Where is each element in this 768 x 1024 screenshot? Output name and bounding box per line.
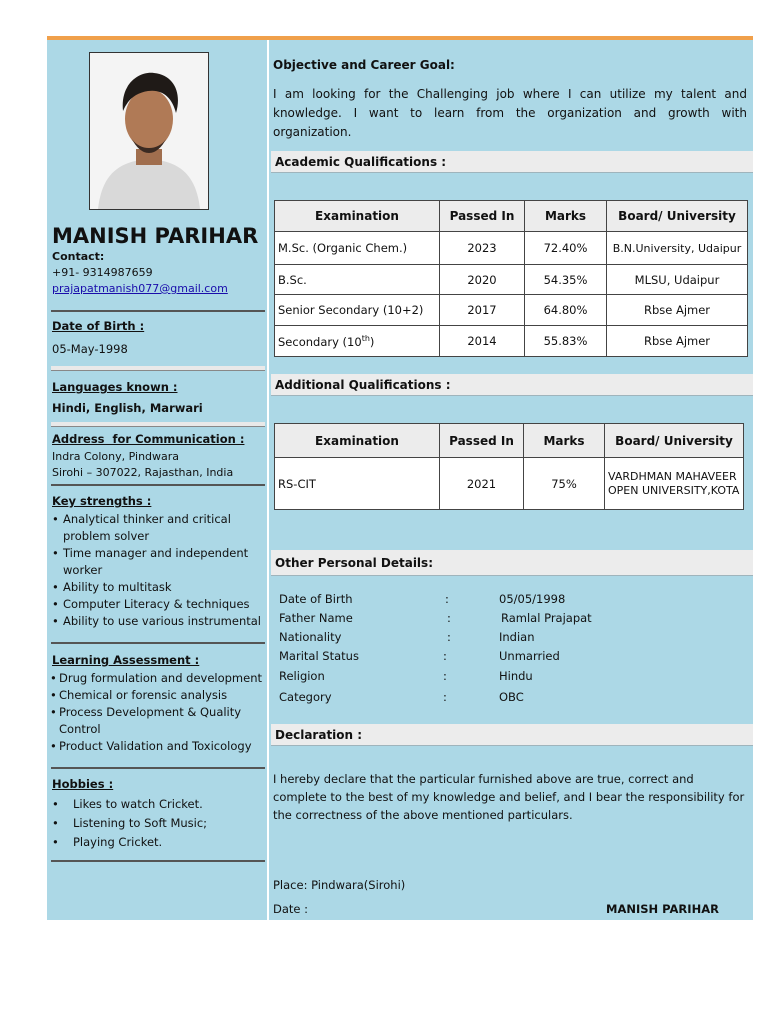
table-cell: 2021 <box>440 458 524 510</box>
list-item: • Product Validation and Toxicology <box>49 738 267 755</box>
table-row <box>275 265 748 295</box>
detail-label: Category <box>279 690 332 704</box>
list-item: • Ability to use various instrumental <box>51 613 263 630</box>
detail-value: OBC <box>499 690 524 704</box>
profile-photo <box>89 52 209 210</box>
address-line-2: Sirohi – 307022, Rajasthan, India <box>52 466 234 479</box>
table-cell <box>275 326 440 357</box>
academic-heading: Academic Qualifications : <box>271 151 753 173</box>
left-column <box>47 40 267 920</box>
languages-label: Languages known : <box>52 380 178 394</box>
table-cell: 54.35% <box>525 265 607 295</box>
table-cell: Senior Secondary (10+2) <box>275 295 440 326</box>
additional-heading: Additional Qualifications : <box>271 374 753 396</box>
detail-sep: : <box>445 592 449 606</box>
additional-table <box>274 423 744 510</box>
table-cell: B.Sc. <box>275 265 440 295</box>
divider-rule <box>51 860 265 862</box>
table-header: Examination <box>275 424 440 458</box>
detail-label: Religion <box>279 669 325 683</box>
declaration-text: I hereby declare that the particular furnished above are true, correct and complete to the best of my knowledge and belief, and I bear the responsibility for the correctness of the above mentioned particulars. <box>273 772 745 822</box>
table-cell: M.Sc. (Organic Chem.) <box>275 232 440 265</box>
list-item: • Analytical thinker and critical problem solver <box>51 511 263 545</box>
signature-name: MANISH PARIHAR <box>606 902 719 916</box>
table-cell: MLSU, Udaipur <box>607 265 748 295</box>
dob-value: 05-May-1998 <box>52 342 128 356</box>
table-cell: 75% <box>524 458 605 510</box>
table-header: Board/ University <box>607 201 748 232</box>
detail-value: Indian <box>499 630 535 644</box>
personal-heading: Other Personal Details: <box>271 550 753 576</box>
table-header: Marks <box>525 201 607 232</box>
hobbies-list <box>51 795 263 852</box>
detail-sep: : <box>443 669 447 683</box>
date-line: Date : <box>273 902 309 916</box>
list-item: • Chemical or forensic analysis <box>49 687 267 704</box>
detail-value: Unmarried <box>499 649 560 663</box>
table-cell: 2017 <box>440 295 525 326</box>
table-header: Passed In <box>440 201 525 232</box>
strengths-label: Key strengths : <box>52 494 152 508</box>
table-cell: 55.83% <box>525 326 607 357</box>
declaration-heading: Declaration : <box>271 724 753 746</box>
dob-label: Date of Birth : <box>52 319 145 333</box>
objective-text: I am looking for the Challenging job where I can utilize my talent and knowledge. I want to learn from the organization and growth with organization. <box>273 87 747 139</box>
exam-name: Secondary (10 <box>278 334 362 349</box>
table-cell: 2020 <box>440 265 525 295</box>
address-line-1: Indra Colony, Pindwara <box>52 450 180 463</box>
academic-table <box>274 200 748 357</box>
table-row <box>275 295 748 326</box>
email-link[interactable]: prajapatmanish077@gmail.com <box>52 282 228 295</box>
detail-sep: : <box>447 630 451 644</box>
table-header: Marks <box>524 424 605 458</box>
address-label: Address for Communication : <box>52 432 245 446</box>
list-item: • Process Development & Quality Control <box>49 704 267 738</box>
list-item: • Time manager and independent worker <box>51 545 263 579</box>
detail-value: Hindu <box>499 669 533 683</box>
table-cell: B.N.University, Udaipur <box>607 232 748 265</box>
learning-label: Learning Assessment : <box>52 653 200 667</box>
detail-label: Date of Birth <box>279 592 353 606</box>
list-item: • Ability to multitask <box>51 579 263 596</box>
table-row <box>275 232 748 265</box>
detail-sep: : <box>443 649 447 663</box>
list-item: • Playing Cricket. <box>51 833 263 852</box>
list-item: • Drug formulation and development <box>49 670 267 687</box>
table-row <box>275 458 744 510</box>
list-item: • Computer Literacy & techniques <box>51 596 263 613</box>
divider-rule <box>51 767 265 769</box>
table-row <box>275 326 748 357</box>
languages-value: Hindi, English, Marwari <box>52 401 203 415</box>
phone-number: +91- 9314987659 <box>52 266 153 279</box>
table-cell: 64.80% <box>525 295 607 326</box>
table-cell: Rbse Ajmer <box>607 295 748 326</box>
learning-list <box>49 670 267 755</box>
table-cell: 2023 <box>440 232 525 265</box>
resume-page <box>47 36 753 920</box>
detail-label: Nationality <box>279 630 342 644</box>
contact-label: Contact: <box>52 250 105 263</box>
table-cell: 2014 <box>440 326 525 357</box>
hobbies-label: Hobbies : <box>52 777 114 791</box>
objective-heading: Objective and Career Goal: <box>273 58 455 72</box>
divider-rule <box>51 642 265 644</box>
place-line: Place: Pindwara(Sirohi) <box>273 878 406 892</box>
detail-sep: : <box>443 690 447 704</box>
paren-close: ) <box>369 334 375 349</box>
table-cell: RS-CIT <box>275 458 440 510</box>
list-item: • Listening to Soft Music; <box>51 814 263 833</box>
detail-sep: : <box>447 611 451 625</box>
table-header: Examination <box>275 201 440 232</box>
divider-rule <box>51 422 265 427</box>
detail-label: Father Name <box>279 611 353 625</box>
divider-rule <box>51 366 265 371</box>
list-item: • Likes to watch Cricket. <box>51 795 263 814</box>
table-cell: Rbse Ajmer <box>607 326 748 357</box>
person-photo-icon <box>90 53 208 209</box>
divider-rule <box>51 310 265 312</box>
divider-rule <box>51 484 265 486</box>
candidate-name: MANISH PARIHAR <box>52 224 259 248</box>
detail-value: 05/05/1998 <box>499 592 566 606</box>
table-header: Board/ University <box>605 424 744 458</box>
right-column <box>269 40 753 920</box>
table-cell: VARDHMAN MAHAVEER OPEN UNIVERSITY,KOTA <box>605 458 744 510</box>
detail-label: Marital Status <box>279 649 359 663</box>
ordinal-suffix: th <box>361 333 370 343</box>
strengths-list <box>51 511 263 630</box>
detail-value: Ramlal Prajapat <box>501 611 592 625</box>
table-cell: 72.40% <box>525 232 607 265</box>
table-header: Passed In <box>440 424 524 458</box>
